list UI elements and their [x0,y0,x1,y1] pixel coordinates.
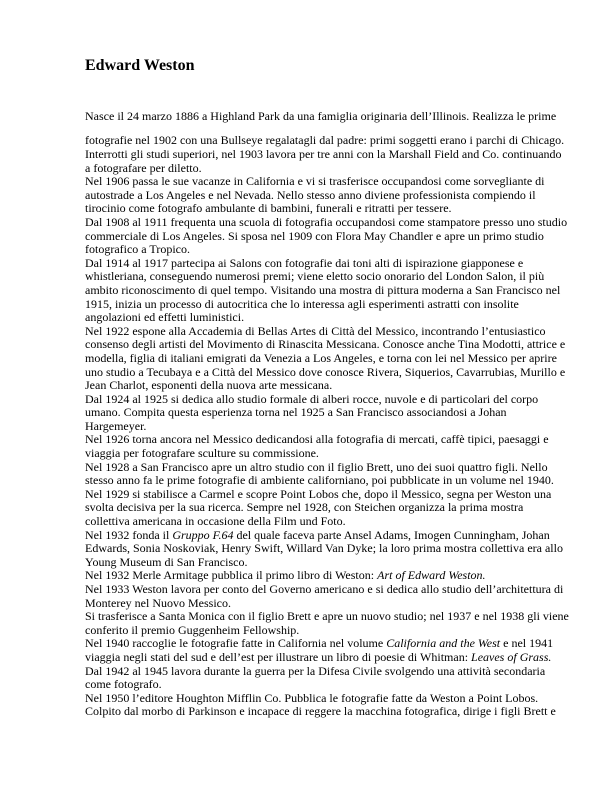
text-segment: viaggia negli stati del sud e dell’est per illustrare un libro di poesie di Whitman: [85,649,472,664]
text-line: Nel 1922 espone alla Accademia di Bellas Artes di Città del Messico, incontrando l’entusiastico [85,323,546,338]
intro-line: Nasce il 24 marzo 1886 a Highland Park da una famiglia originaria dell’Illinois. Realizza le prime [85,109,557,123]
text-line: Nel 1928 a San Francisco apre un altro studio con il figlio Brett, uno dei suoi quattro figli. Nello [85,459,548,474]
text-line: Dal 1914 al 1917 partecipa ai Salons con fotografie dai toni alti di ispirazione giapponese e [85,255,524,270]
text-line: come fotografo. [85,677,162,692]
text-line: commerciale di Los Angeles. Si sposa nel 1909 con Flora May Chandler e apre un primo studio [85,228,544,243]
text-line: Si trasferisce a Santa Monica con il figlio Brett e apre un nuovo studio; nel 1937 e nel 1938 gli viene [85,609,569,624]
text-line: Hargemeyer. [85,418,147,433]
text-line [85,637,575,651]
text-line: uno studio a Tecubaya e a Città del Messico dove conosce Rivera, Siquerios, Cavarrubias, Murillo e [85,364,566,379]
intro-paragraph [85,104,575,152]
text-line: Edwards, Sonia Noskoviak, Henry Swift, Willard Van Dyke; la loro prima mostra collettiva era allo [85,541,563,556]
biography-body [85,148,575,719]
text-line: autostrade a Los Angeles e nel Nevada. Nello stesso anno diviene professionista compiendo il [85,187,536,202]
text-line: whistleriana, conseguendo numerosi premi; viene eletto socio onorario del London Salon, il più [85,269,545,284]
text-segment: Nel 1932 Merle Armitage pubblica il primo libro di Weston: [85,568,378,583]
text-line: tirocinio come fotografo ambulante di bambini, funerali e ritratti per tessere. [85,201,452,216]
text-line: Dal 1942 al 1945 lavora durante la guerra per la Difesa Civile svolgendo una attività secondaria [85,663,546,678]
text-line: angolazioni ed effetti luministici. [85,310,245,325]
text-line: Jean Charlot, esponenti della nuova arte messicana. [85,378,333,393]
italic-title: Art of Edward Weston. [377,568,486,583]
text-line: svolta decisiva per la sua ricerca. Sempre nel 1928, con Steichen organizza la prima mostra [85,500,524,515]
text-line [85,529,575,543]
text-line: modella, figlia di italiani emigrati da Venezia a Los Angeles, e torna con lei nel Messico per aprire [85,350,557,365]
text-line: Young Museum di San Francisco. [85,554,248,569]
text-line: Nel 1926 torna ancora nel Messico dedicandosi alla fotografia di mercati, caffè tipici, paesaggi e [85,432,549,447]
italic-title: California and the West [386,636,501,651]
intro-line: fotografie nel 1902 con una Bullseye regalatagli dal padre: primi soggetti erano i parchi di Chicago. [85,133,565,147]
text-line: Nel 1950 l’editore Houghton Mifflin Co. Pubblica le fotografie fatte da Weston a Point Lobos. [85,690,539,705]
text-line: Interrotti gli studi superiori, nel 1903 lavora per tre anni con la Marshall Field and Co. continuando [85,147,562,161]
text-line: fotografico a Tropico. [85,242,190,257]
text-line: Monterey nel Nuovo Messico. [85,595,231,610]
page-title: Edward Weston [85,57,195,74]
text-line: conferito il premio Guggenheim Fellowship. [85,622,300,637]
text-line: Nel 1906 passa le sue vacanze in California e vi si trasferisce occupandosi come sorvegliante di [85,174,545,189]
text-line: consenso degli artisti del Movimento di Rinascita Messicana. Conosce anche Tina Modotti, attrice e [85,337,566,352]
text-line [85,651,575,665]
text-line: Nel 1933 Weston lavora per conto del Governo americano e si dedica allo studio dell’architettura di [85,582,564,596]
italic-title: Leaves of Grass. [471,649,552,664]
text-segment: del quale faceva parte Ansel Adams, Imogen Cunningham, Johan [233,527,550,542]
text-line: umano. Compita questa esperienza torna nel 1925 a San Francisco associandosi a Johan [85,405,507,420]
text-segment: e nel 1941 [500,636,554,651]
text-line [85,569,575,583]
text-line: a fotografare per diletto. [85,160,202,175]
text-line: Colpito dal morbo di Parkinson e incapace di reggere la macchina fotografica, dirige i figli Brett e [85,704,556,719]
text-segment: Nel 1932 fonda il [85,527,173,542]
text-line: stesso anno fa le prime fotografie di ambiente californiano, poi pubblicate in un volume nel 1940. [85,473,554,488]
text-line: 1915, inizia un processo di autocritica che lo interessa agli esperimenti astratti con insolite [85,296,519,311]
text-line: viaggia per fotografare sculture su commissione. [85,446,319,461]
text-line: collettiva americana in occasione della Film und Foto. [85,514,346,529]
text-line: Nel 1929 si stabilisce a Carmel e scopre Point Lobos che, dopo il Messico, segna per Weston una [85,486,552,501]
text-line: Dal 1924 al 1925 si dedica allo studio formale di alberi rocce, nuvole e di particolari del corpo [85,391,539,406]
text-segment: Nel 1940 raccoglie le fotografie fatte in California nel volume [85,636,387,651]
italic-title: Gruppo F.64 [172,527,234,542]
text-line: Dal 1908 al 1911 frequenta una scuola di fotografia occupandosi come stampatore presso uno studio [85,214,568,229]
text-line: ambito riconoscimento di quel tempo. Visitando una mostra di pittura moderna a San Francisco nel [85,282,561,297]
